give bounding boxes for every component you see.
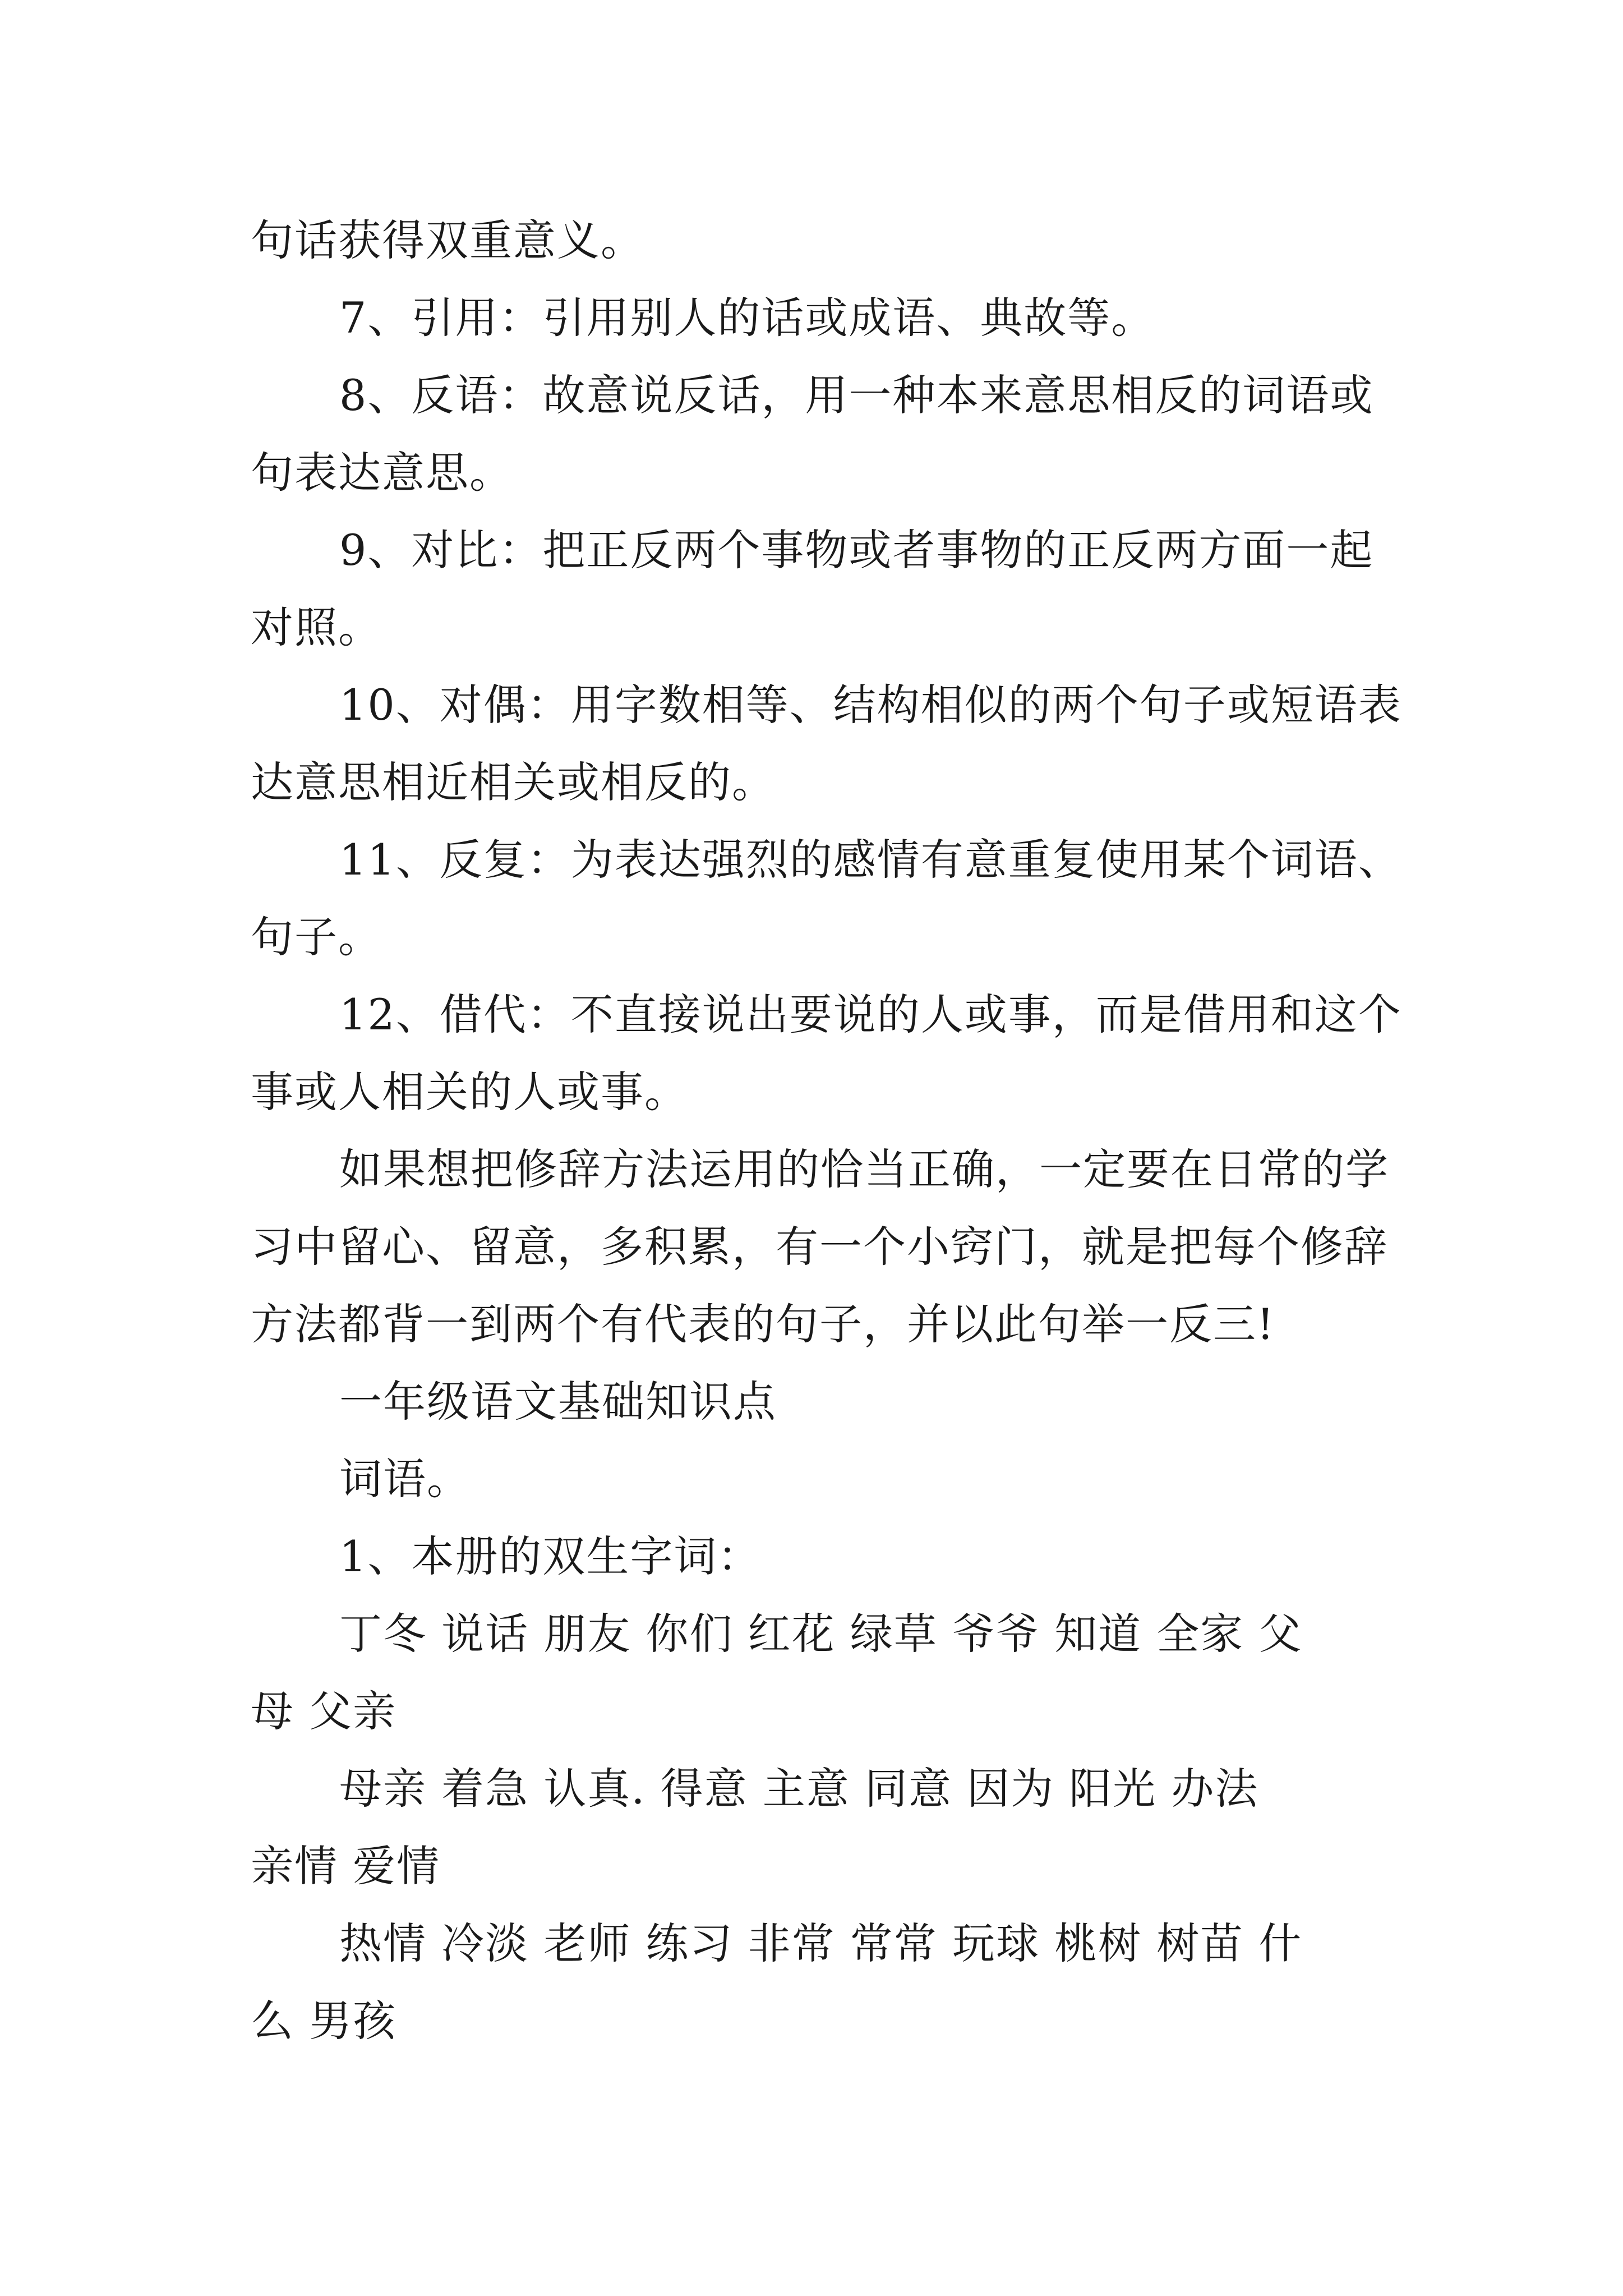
text-line: 亲情 爱情 xyxy=(251,1841,441,1891)
paragraph xyxy=(251,357,1484,512)
paragraph xyxy=(251,976,1484,1131)
text-line: 句子。 xyxy=(251,912,382,962)
text-line: 8、反语：故意说反话，用一种本来意思相反的词语或 xyxy=(339,370,1374,420)
text-line: 热情 冷淡 老师 练习 非常 常常 玩球 桃树 树苗 什 xyxy=(339,1918,1303,1968)
paragraph xyxy=(251,1905,1484,2060)
text-line: 事或人相关的人或事。 xyxy=(251,1067,688,1117)
paragraph xyxy=(251,821,1484,976)
paragraph xyxy=(251,1363,1484,1441)
paragraph xyxy=(251,1131,1484,1363)
paragraph xyxy=(251,1750,1484,1905)
paragraph xyxy=(251,1441,1484,1518)
text-line: 么 男孩 xyxy=(251,1996,397,2046)
text-line: 母 父亲 xyxy=(251,1686,397,1736)
text-line: 丁冬 说话 朋友 你们 红花 绿草 爷爷 知道 全家 父 xyxy=(339,1609,1303,1659)
text-line: 方法都背一到两个有代表的句子，并以此句举一反三! xyxy=(251,1299,1275,1349)
paragraph xyxy=(251,1595,1484,1750)
text-line: 1、本册的双生字词： xyxy=(339,1531,762,1581)
text-line: 习中留心、留意，多积累，有一个小窍门，就是把每个修辞 xyxy=(251,1222,1388,1272)
text-line: 母亲 着急 认真. 得意 主意 同意 因为 阳光 办法 xyxy=(339,1764,1259,1814)
text-line: 句表达意思。 xyxy=(251,448,513,498)
text-line: 达意思相近相关或相反的。 xyxy=(251,757,776,807)
continuation-line: 句话获得双重意义。 xyxy=(251,215,644,265)
text-line: 一年级语文基础知识点 xyxy=(339,1377,777,1427)
text-line: 如果想把修辞方法运用的恰当正确，一定要在日常的学 xyxy=(339,1144,1389,1194)
text-line: 12、借代：不直接说出要说的人或事，而是借用和这个 xyxy=(339,990,1402,1039)
text-line: 对照。 xyxy=(251,602,382,652)
text-line: 9、对比：把正反两个事物或者事物的正反两方面一起 xyxy=(339,525,1374,575)
text-line: 11、反复：为表达强烈的感情有意重复使用某个词语、 xyxy=(339,835,1402,885)
paragraph xyxy=(251,666,1484,821)
document-body xyxy=(251,202,1484,2060)
paragraph xyxy=(251,512,1484,666)
paragraph xyxy=(251,279,1484,357)
paragraph xyxy=(251,1518,1484,1595)
text-line: 词语。 xyxy=(339,1454,471,1504)
text-line: 7、引用：引用别人的话或成语、典故等。 xyxy=(339,293,1155,343)
text-line: 10、对偶：用字数相等、结构相似的两个句子或短语表 xyxy=(339,680,1402,730)
